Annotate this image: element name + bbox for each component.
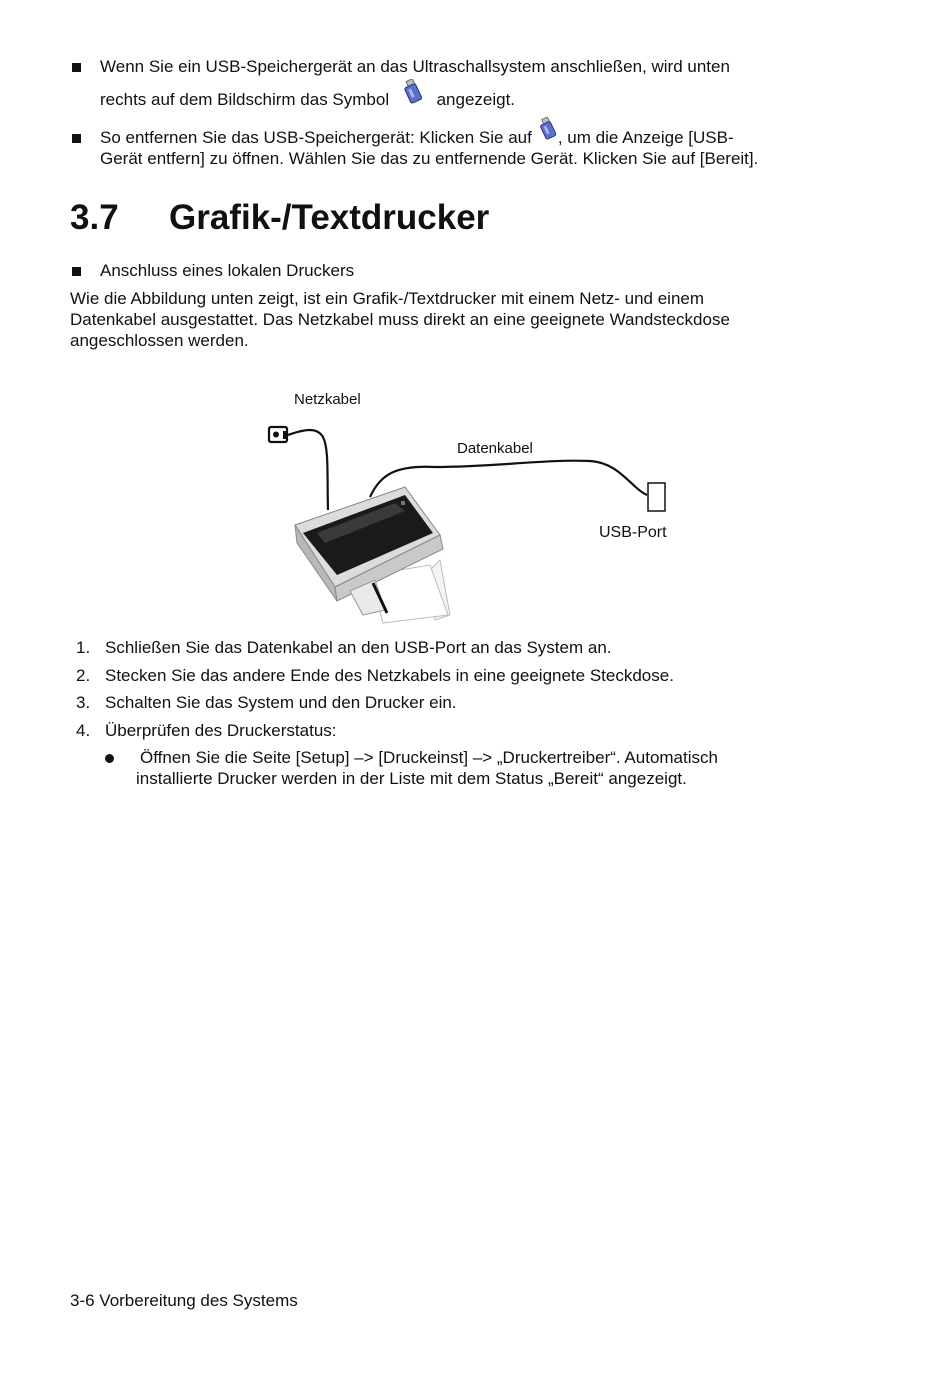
step-text: Überprüfen des Druckerstatus: [105, 721, 337, 740]
section-title: Grafik-/Textdrucker [169, 198, 490, 237]
power-cable-label: Netzkabel [294, 391, 361, 408]
step-number: 4. [76, 721, 91, 740]
usb-port-label: USB-Port [599, 524, 667, 541]
usb-bullet-1-line-2 [100, 89, 515, 110]
usb-bullet-1-text-b: angezeigt. [436, 90, 516, 109]
power-cable [288, 430, 328, 510]
power-plug-icon [269, 427, 288, 442]
usb-device-icon [402, 79, 424, 110]
sub-bullet-line-2: installierte Drucker werden in der Liste mit dem Status „Bereit“ angezeigt. [136, 769, 687, 788]
usb-bullet-2-text-a: So entfernen Sie das USB-Speichergerät: Klicken Sie auf [100, 128, 532, 147]
usb-bullet-1-line-1: Wenn Sie ein USB-Speichergerät an das Ultraschallsystem anschließen, wird unten [100, 57, 730, 76]
step-number: 2. [76, 666, 91, 685]
printer-icon [295, 487, 450, 623]
printer-connection-figure [255, 415, 685, 630]
bullet-square [72, 63, 81, 72]
bullet-square [72, 134, 81, 143]
usb-bullet-1-text-a: rechts auf dem Bildschirm das Symbol [100, 90, 390, 109]
step-number: 1. [76, 638, 91, 657]
local-printer-bullet: Anschluss eines lokalen Druckers [100, 261, 355, 280]
usb-bullet-2-line-1 [100, 127, 734, 148]
usb-port-icon [648, 483, 665, 511]
usb-device-icon [538, 117, 558, 146]
data-cable-label: Datenkabel [457, 440, 533, 457]
step-text: Stecken Sie das andere Ende des Netzkabels in eine geeignete Steckdose. [105, 666, 674, 685]
step-text: Schließen Sie das Datenkabel an den USB-Port an das System an. [105, 638, 612, 657]
sub-bullet-line-1: Öffnen Sie die Seite [Setup] –> [Druckeinst] –> „Druckertreiber“. Automatisch [140, 748, 718, 767]
bullet-square [72, 267, 81, 276]
step-text: Schalten Sie das System und den Drucker ein. [105, 693, 457, 712]
usb-bullet-2-line-2: Gerät entfern] zu öffnen. Wählen Sie das zu entfernende Gerät. Klicken Sie auf [Bereit]. [100, 149, 759, 168]
intro-line-3: angeschlossen werden. [70, 331, 249, 350]
data-cable [370, 461, 647, 497]
page-footer: 3-6 Vorbereitung des Systems [70, 1291, 298, 1310]
section-number: 3.7 [70, 198, 119, 237]
intro-line-2: Datenkabel ausgestattet. Das Netzkabel muss direkt an eine geeignete Wandsteckdose [70, 310, 730, 329]
usb-bullet-2-text-b: , um die Anzeige [USB- [557, 128, 734, 147]
bullet-dot [105, 754, 114, 763]
intro-line-1: Wie die Abbildung unten zeigt, ist ein Grafik-/Textdrucker mit einem Netz- und einem [70, 289, 705, 308]
step-number: 3. [76, 693, 91, 712]
